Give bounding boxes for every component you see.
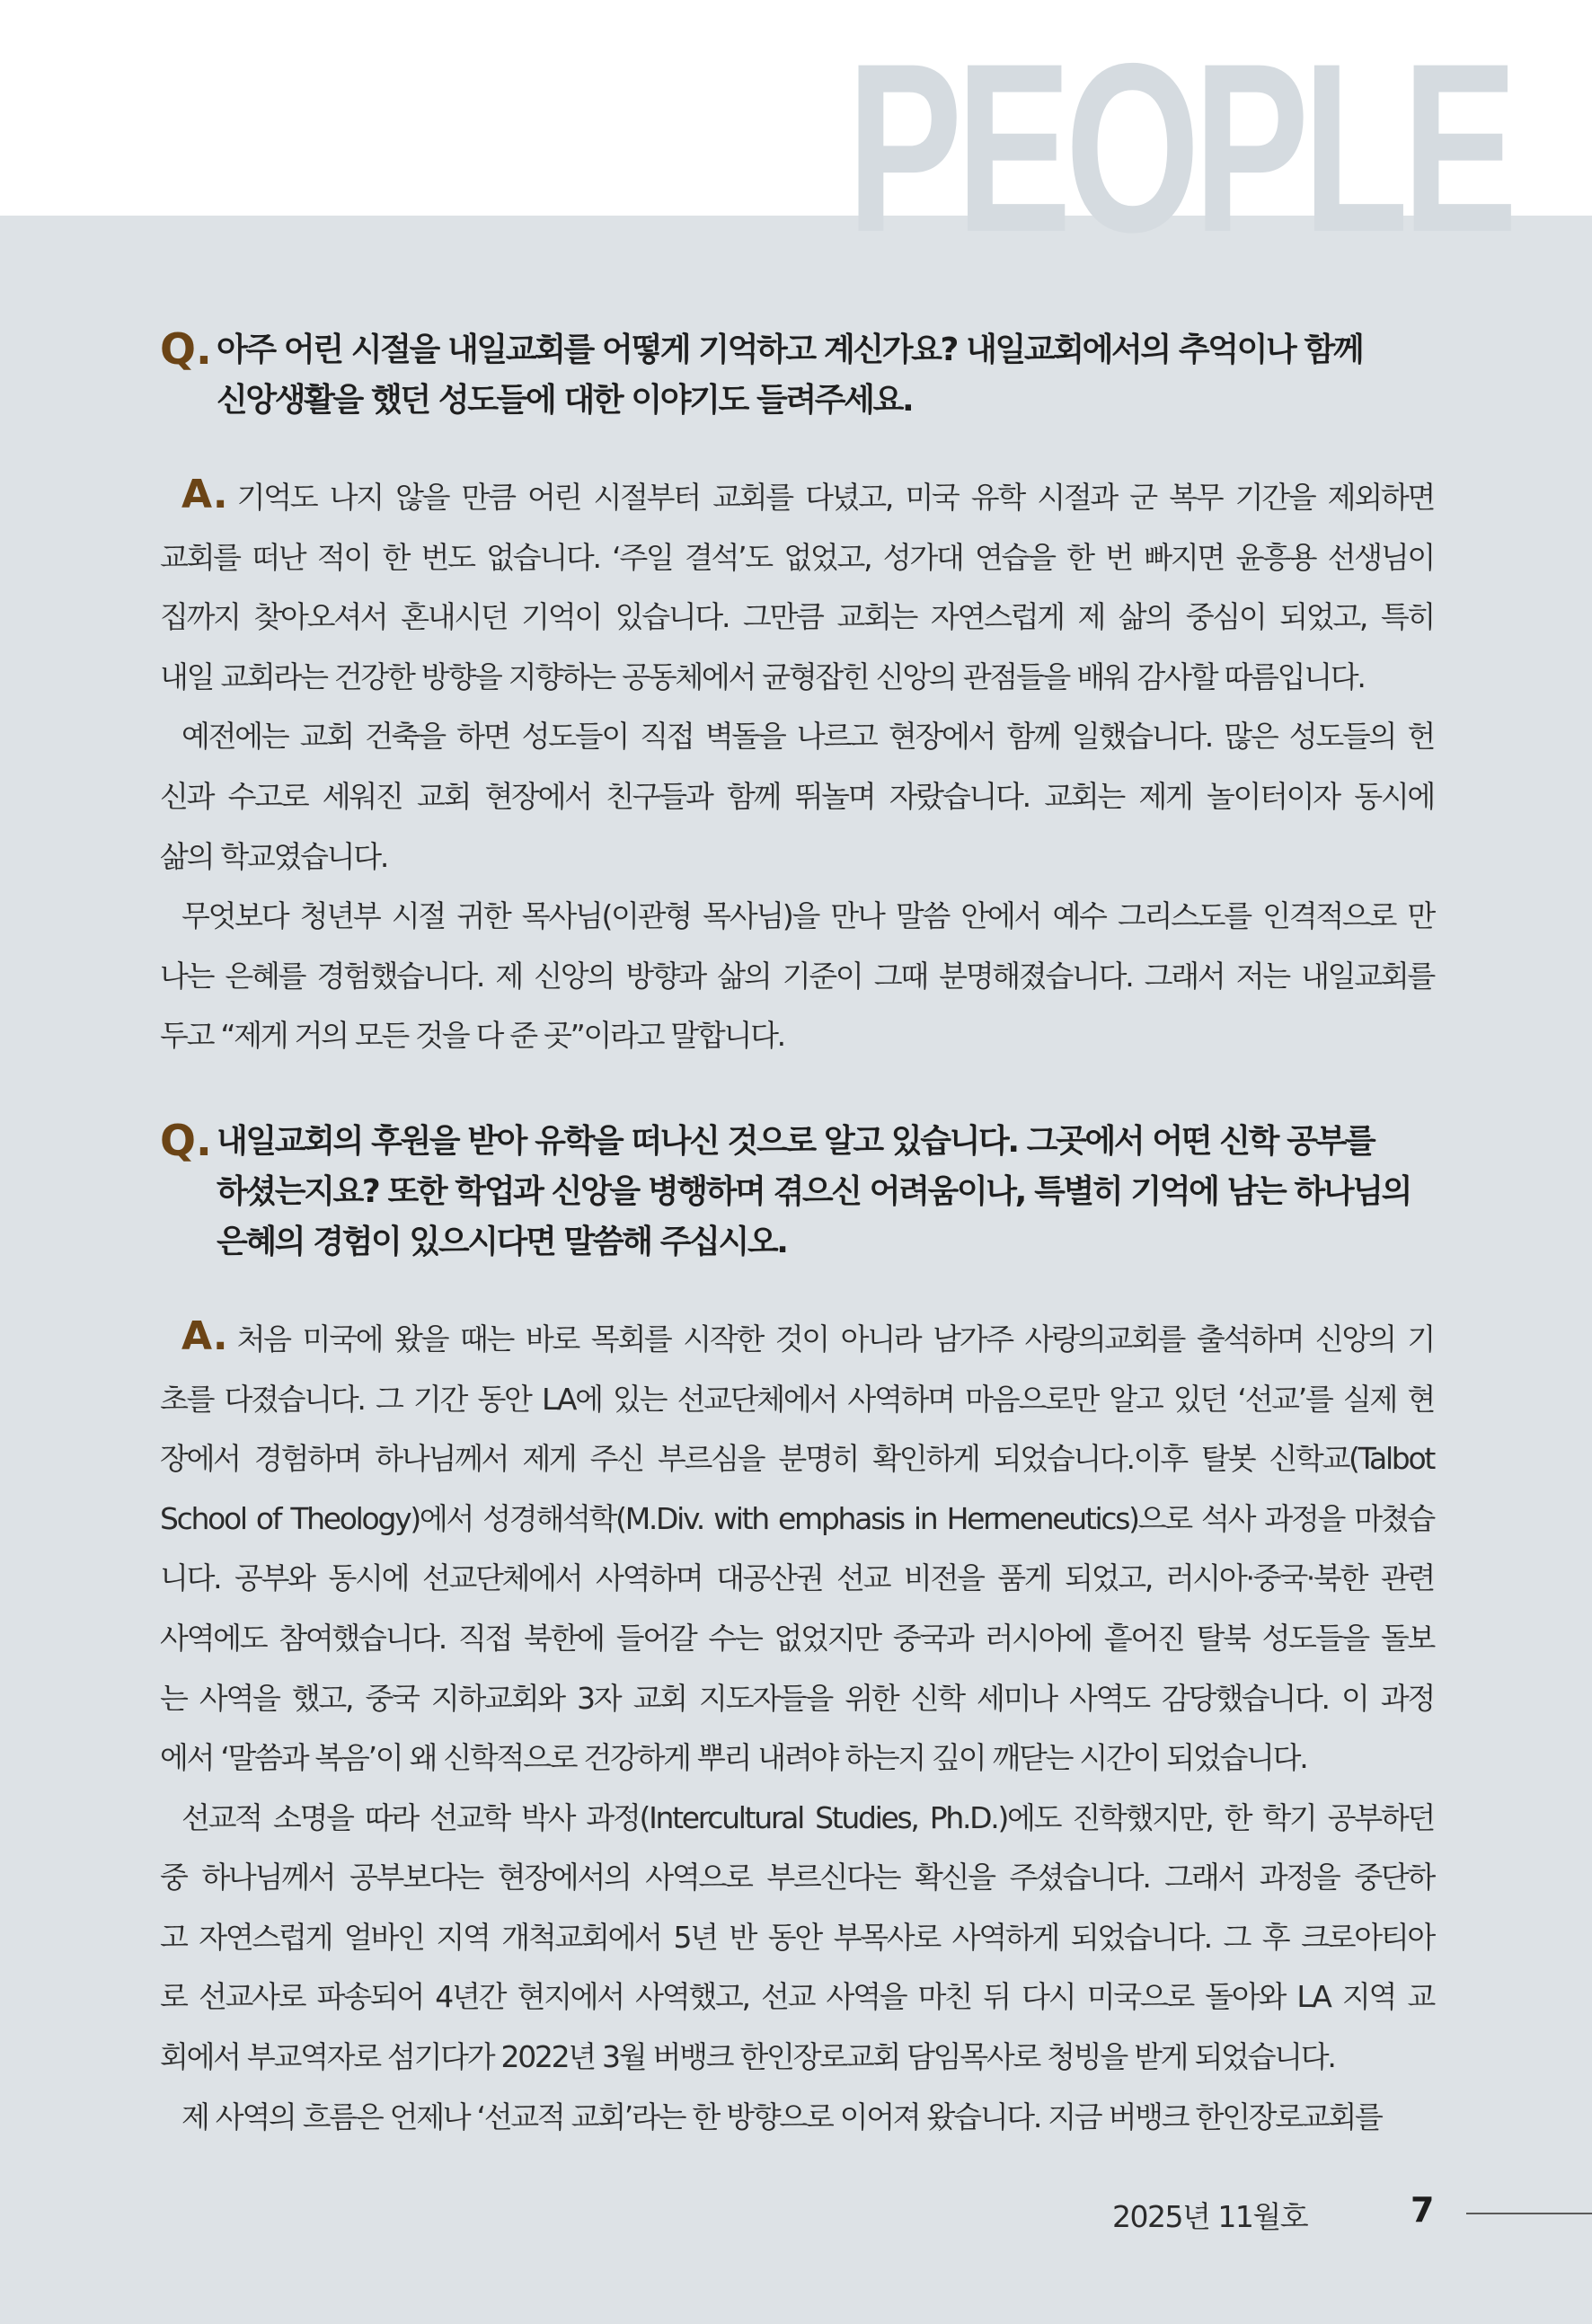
answer [160, 1307, 1434, 2147]
answer-paragraph [160, 1307, 1434, 1789]
article-body [160, 325, 1434, 2197]
question-marker: Q. [160, 325, 212, 375]
text-line [160, 1669, 1434, 1729]
text-line-content: 고 자연스럽게 얼바인 지역 개척교회에서 5년 반 동안 부목사로 사역하게 되었습니다. 그 후 크로아티아 [160, 1919, 1434, 1955]
text-line [160, 1848, 1434, 1908]
question-line: 하셨는지요? 또한 학업과 신앙을 병행하며 겪으신 어려움이나, 특별히 기억에 남는 하나님의 [217, 1172, 1411, 1210]
text-line [160, 1967, 1434, 2028]
question [160, 1117, 1434, 1268]
text-line [160, 1789, 1434, 1849]
text-line-content: 장에서 경험하며 하나님께서 제게 주신 부르심을 분명히 확인하게 되었습니다.이후 탈봇 신학교(Talbot [160, 1441, 1434, 1477]
text-line [160, 827, 1434, 888]
text-line [160, 1609, 1434, 1669]
text-line-content: 교회를 떠난 적이 한 번도 없습니다. ‘주일 결석’도 없었고, 성가대 연습을 한 번 빠지면 윤흥용 선생님이 [160, 539, 1434, 575]
text-line [160, 1006, 1434, 1066]
text-line-content: 사역에도 참여했습니다. 직접 북한에 들어갈 수는 없었지만 중국과 러시아에 흩어진 탈북 성도들을 돌보 [160, 1620, 1434, 1656]
page-number: 7 [1411, 2190, 1435, 2230]
text-line-content: 나는 은혜를 경험했습니다. 제 신앙의 방향과 삶의 기준이 그때 분명해졌습니다. 그래서 저는 내일교회를 [160, 958, 1434, 994]
answer-paragraph [160, 1789, 1434, 2088]
issue-date: 2025년 11월호 [1112, 2199, 1308, 2234]
qa-block [160, 1117, 1434, 2147]
answer-paragraph [160, 2088, 1434, 2148]
text-line [160, 588, 1434, 648]
text-line [160, 1908, 1434, 1968]
question-text [217, 1117, 1434, 1268]
text-line-content: 두고 “제게 거의 모든 것을 다 준 곳”이라고 말합니다. [160, 1018, 784, 1054]
answer [160, 465, 1434, 1066]
text-line-content: 제 사역의 흐름은 언제나 ‘선교적 교회’라는 한 방향으로 이어져 왔습니다. 지금 버뱅크 한인장로교회를 [181, 2099, 1382, 2134]
question-text [217, 325, 1434, 426]
question-line: 내일교회의 후원을 받아 유학을 떠나신 것으로 알고 있습니다. 그곳에서 어떤 신학 공부를 [217, 1122, 1375, 1160]
text-line-content: 중 하나님께서 공부보다는 현장에서의 사역으로 부르신다는 확신을 주셨습니다. 그래서 과정을 중단하 [160, 1860, 1434, 1895]
text-line-content: 는 사역을 했고, 중국 지하교회와 3자 교회 지도자들을 위한 신학 세미나 사역도 감당했습니다. 이 과정 [160, 1680, 1434, 1716]
answer-marker: A. [181, 472, 228, 517]
text-line [160, 947, 1434, 1007]
question-line: 은혜의 경험이 있으시다면 말씀해 주십시오. [217, 1223, 787, 1260]
text-line-content: 삶의 학교였습니다. [160, 838, 388, 874]
text-line [160, 707, 1434, 767]
text-line [160, 1728, 1434, 1789]
text-line [160, 528, 1434, 588]
text-line-content: 니다. 공부와 동시에 선교단체에서 사역하며 대공산권 선교 비전을 품게 되었고, 러시아·중국·북한 관련 [160, 1560, 1434, 1596]
text-line [160, 465, 1434, 528]
text-line-content: 처음 미국에 왔을 때는 바로 목회를 시작한 것이 아니라 남가주 사랑의교회를 출석하며 신앙의 기 [236, 1321, 1434, 1356]
text-line [160, 1429, 1434, 1489]
text-line-content: 내일 교회라는 건강한 방향을 지향하는 공동체에서 균형잡힌 신앙의 관점들을 배워 감사할 따름입니다. [160, 658, 1365, 694]
answer-paragraph [160, 707, 1434, 887]
text-line-content: 초를 다졌습니다. 그 기간 동안 LA에 있는 선교단체에서 사역하며 마음으로만 알고 있던 ‘선교’를 실제 현 [160, 1381, 1434, 1417]
text-line [160, 1370, 1434, 1430]
text-line [160, 1307, 1434, 1370]
text-line-content: 로 선교사로 파송되어 4년간 현지에서 사역했고, 선교 사역을 마친 뒤 다시 미국으로 돌아와 LA 지역 교 [160, 1979, 1434, 2015]
answer-marker: A. [181, 1312, 228, 1359]
qa-block [160, 325, 1434, 1066]
text-line-content: 집까지 찾아오셔서 혼내시던 기억이 있습니다. 그만큼 교회는 자연스럽게 제 삶의 중심이 되었고, 특히 [160, 599, 1434, 635]
text-line-content: 선교적 소명을 따라 선교학 박사 과정(Intercultural Studies, Ph.D.)에도 진학했지만, 한 학기 공부하던 [181, 1799, 1434, 1835]
footer-rule [1466, 2213, 1592, 2214]
text-line [160, 1489, 1434, 1550]
question [160, 325, 1434, 426]
text-line [160, 1549, 1434, 1609]
answer-paragraph [160, 465, 1434, 707]
text-line-content: 신과 수고로 세워진 교회 현장에서 친구들과 함께 뛰놀며 자랐습니다. 교회는 제게 놀이터이자 동시에 [160, 778, 1434, 814]
answer-paragraph [160, 887, 1434, 1066]
text-line [160, 767, 1434, 827]
text-line-content: 예전에는 교회 건축을 하면 성도들이 직접 벽돌을 나르고 현장에서 함께 일했습니다. 많은 성도들의 헌 [181, 719, 1434, 755]
question-line: 신앙생활을 했던 성도들에 대한 이야기도 들려주세요. [217, 382, 913, 419]
text-line [160, 648, 1434, 708]
text-line [160, 2088, 1434, 2148]
text-line-content: School of Theology)에서 성경해석학(M.Div. with emphasis in Hermeneutics)으로 석사 과정을 마쳤습 [160, 1500, 1434, 1536]
text-line [160, 2028, 1434, 2088]
text-line-content: 에서 ‘말씀과 복음’이 왜 신학적으로 건강하게 뿌리 내려야 하는지 깊이 깨닫는 시간이 되었습니다. [160, 1740, 1307, 1776]
text-line [160, 887, 1434, 947]
section-title: PEOPLE [846, 13, 1511, 282]
text-line-content: 기억도 나지 않을 만큼 어린 시절부터 교회를 다녔고, 미국 유학 시절과 군 복무 기간을 제외하면 [236, 480, 1434, 515]
text-line-content: 회에서 부교역자로 섬기다가 2022년 3월 버뱅크 한인장로교회 담임목사로 청빙을 받게 되었습니다. [160, 2039, 1335, 2075]
text-line-content: 무엇보다 청년부 시절 귀한 목사님(이관형 목사님)을 만나 말씀 안에서 예수 그리스도를 인격적으로 만 [181, 898, 1434, 934]
question-line: 아주 어린 시절을 내일교회를 어떻게 기억하고 계신가요? 내일교회에서의 추억이나 함께 [217, 331, 1363, 368]
question-marker: Q. [160, 1116, 212, 1166]
